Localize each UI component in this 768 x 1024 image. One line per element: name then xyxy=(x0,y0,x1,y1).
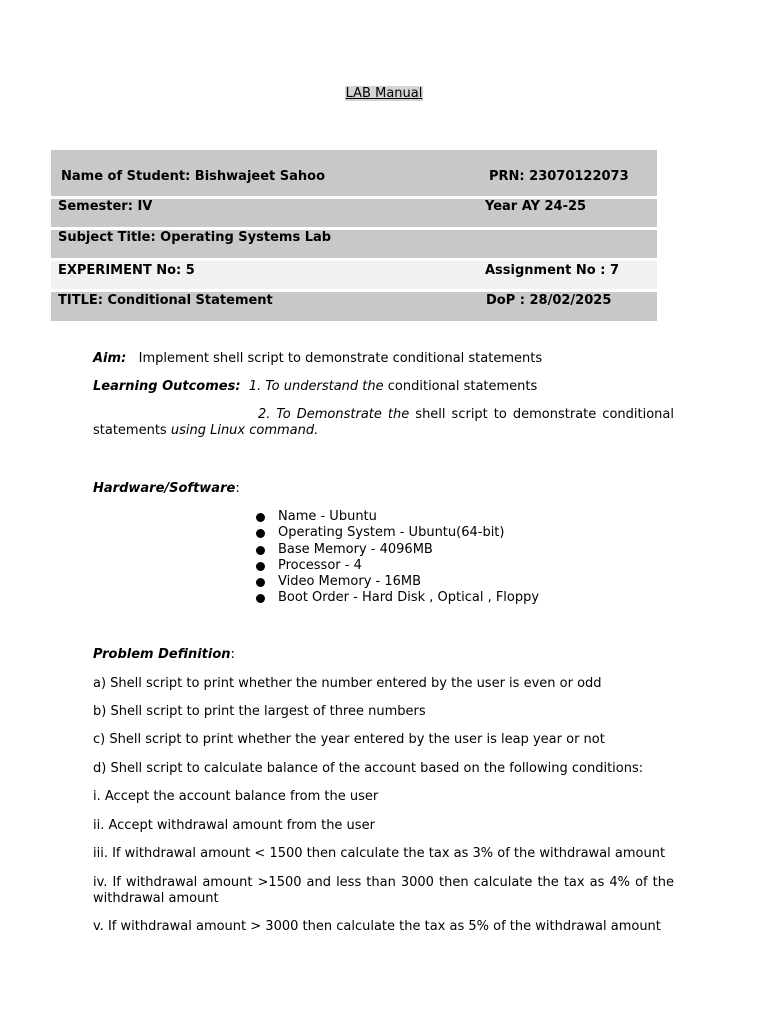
problem-heading: Problem Definition: xyxy=(93,647,235,662)
list-item: Video Memory - 16MB xyxy=(255,574,539,590)
info-row-semester xyxy=(51,199,657,227)
date-of-performance: DoP : 28/02/2025 xyxy=(486,293,612,308)
learning-outcome-2: 2. To Demonstrate the shell script to demonstrate conditional statements using Linux command. xyxy=(93,407,674,438)
aim-label: Aim: xyxy=(93,351,127,366)
list-item: Name - Ubuntu xyxy=(255,509,539,525)
list-item: Processor - 4 xyxy=(255,558,539,574)
info-row-title xyxy=(51,292,657,321)
info-table xyxy=(51,150,657,321)
bullet-icon xyxy=(256,594,265,603)
condition-v: v. If withdrawal amount > 3000 then calculate the tax as 5% of the withdrawal amount xyxy=(93,919,661,934)
problem-item-c: c) Shell script to print whether the year entered by the user is leap year or not xyxy=(93,732,605,747)
list-item: Operating System - Ubuntu(64-bit) xyxy=(255,525,539,541)
bullet-icon xyxy=(256,529,265,538)
learning-outcome-1: Learning Outcomes: 1. To understand the conditional statements xyxy=(93,379,538,394)
academic-year: Year AY 24-25 xyxy=(485,199,587,214)
condition-ii: ii. Accept withdrawal amount from the user xyxy=(93,818,375,833)
info-row-subject xyxy=(51,230,657,258)
hardware-heading: Hardware/Software: xyxy=(93,481,240,496)
aim-text: Implement shell script to demonstrate conditional statements xyxy=(138,351,543,366)
subject-title: Subject Title: Operating Systems Lab xyxy=(58,230,332,245)
condition-iv: iv. If withdrawal amount >1500 and less than 3000 then calculate the tax as 4% of the withdrawal amount xyxy=(93,875,674,906)
student-name: Name of Student: Bishwajeet Sahoo xyxy=(61,169,326,184)
experiment-title: TITLE: Conditional Statement xyxy=(58,293,273,308)
bullet-icon xyxy=(256,562,265,571)
bullet-icon xyxy=(256,578,265,587)
list-item: Base Memory - 4096MB xyxy=(255,542,539,558)
learning-outcomes-label: Learning Outcomes: xyxy=(93,379,241,394)
hardware-list xyxy=(255,509,539,607)
bullet-icon xyxy=(256,546,265,555)
problem-item-a: a) Shell script to print whether the number entered by the user is even or odd xyxy=(93,676,602,691)
prn: PRN: 23070122073 xyxy=(489,169,629,184)
experiment-number: EXPERIMENT No: 5 xyxy=(58,263,195,278)
info-row-experiment xyxy=(51,261,657,289)
list-item: Boot Order - Hard Disk , Optical , Floppy xyxy=(255,590,539,606)
condition-iii: iii. If withdrawal amount < 1500 then calculate the tax as 3% of the withdrawal amount xyxy=(93,846,666,861)
problem-item-b: b) Shell script to print the largest of three numbers xyxy=(93,704,426,719)
bullet-icon xyxy=(256,513,265,522)
problem-item-d: d) Shell script to calculate balance of the account based on the following conditions: xyxy=(93,761,644,776)
info-row-student xyxy=(51,150,657,196)
condition-i: i. Accept the account balance from the user xyxy=(93,789,379,804)
aim-paragraph xyxy=(93,351,674,367)
semester: Semester: IV xyxy=(58,199,153,214)
document-title: LAB Manual xyxy=(345,86,423,101)
document-title-wrap xyxy=(0,86,768,101)
assignment-number: Assignment No : 7 xyxy=(485,263,620,278)
